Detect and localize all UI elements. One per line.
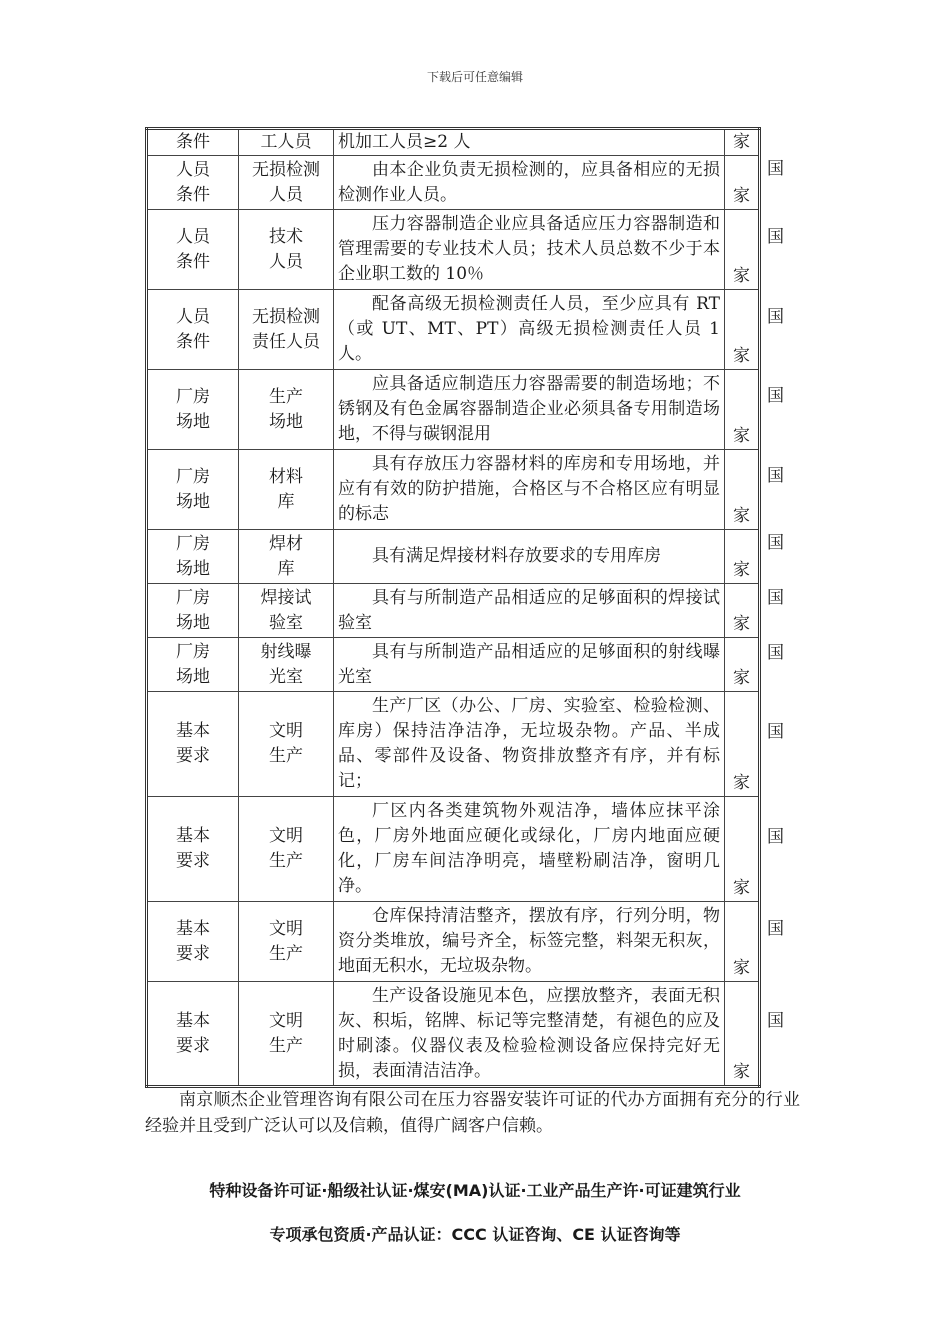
item-cell: 无损检测责任人员 (239, 290, 334, 370)
requirements-table (145, 127, 761, 1088)
category-cell: 条件 (147, 129, 239, 156)
level-cell: 家 (725, 797, 760, 902)
item-cell: 焊接试验室 (239, 584, 334, 638)
table-row (147, 129, 760, 156)
level-cell: 家 (725, 902, 760, 982)
item-cell: 焊材库 (239, 530, 334, 584)
table-row (147, 692, 760, 797)
table-row (147, 797, 760, 902)
level-cell: 家 (725, 982, 760, 1087)
header-note: 下载后可任意编辑 (426, 70, 523, 84)
level-cell: 家 (725, 638, 760, 692)
level-overflow-char: 国 (767, 919, 784, 939)
level-overflow-char: 国 (767, 1011, 784, 1031)
category-cell: 基本要求 (147, 902, 239, 982)
description-cell: 生产设备设施见本色，应摆放整齐，表面无积灰、积垢，铭牌、标记等完整清楚，有褪色的应及时刷漆。仪器仪表及检验检测设备应保持完好无损，表面清洁洁净。 (334, 982, 725, 1087)
level-cell: 家 (725, 530, 760, 584)
description-cell: 应具备适应制造压力容器需要的制造场地；不锈钢及有色金属容器制造企业必须具备专用制造场地，不得与碳钢混用 (334, 370, 725, 450)
level-cell: 家 (725, 156, 760, 210)
description-cell: 具有与所制造产品相适应的足够面积的射线曝光室 (334, 638, 725, 692)
closing-paragraph: 南京顺杰企业管理咨询有限公司在压力容器安装许可证的代办方面拥有充分的行业经验并且受到广泛认可以及信赖，值得广阔客户信赖。 (145, 1090, 800, 1136)
category-cell: 基本要求 (147, 982, 239, 1087)
level-overflow-char: 国 (767, 827, 784, 847)
table-row (147, 210, 760, 290)
footer-line-2: 专项承包资质·产品认证：CCC 认证咨询、CE 认证咨询等 (269, 1225, 681, 1244)
category-cell: 基本要求 (147, 692, 239, 797)
item-cell: 无损检测人员 (239, 156, 334, 210)
item-cell: 生产场地 (239, 370, 334, 450)
description-cell: 具有满足焊接材料存放要求的专用库房 (334, 530, 725, 584)
category-cell: 人员条件 (147, 156, 239, 210)
description-cell: 生产厂区（办公、厂房、实验室、检验检测、库房）保持洁净洁净，无垃圾杂物。产品、半成品、零部件及设备、物资排放整齐有序，并有标记； (334, 692, 725, 797)
level-overflow-char: 国 (767, 533, 784, 553)
table-row (147, 638, 760, 692)
level-overflow-char: 国 (767, 643, 784, 663)
description-cell: 配备高级无损检测责任人员，至少应具有 RT（或 UT、MT、PT）高级无损检测责任人员 1 人。 (334, 290, 725, 370)
table-row (147, 584, 760, 638)
table-row (147, 982, 760, 1087)
level-cell: 家 (725, 129, 760, 156)
level-overflow-char: 国 (767, 588, 784, 608)
level-overflow-char: 国 (767, 227, 784, 247)
level-overflow-char: 国 (767, 159, 784, 179)
table-row (147, 902, 760, 982)
description-cell: 机加工人员≥2 人 (334, 129, 725, 156)
category-cell: 人员条件 (147, 210, 239, 290)
category-cell: 厂房场地 (147, 370, 239, 450)
item-cell: 文明生产 (239, 982, 334, 1087)
description-cell: 由本企业负责无损检测的，应具备相应的无损检测作业人员。 (334, 156, 725, 210)
item-cell: 文明生产 (239, 692, 334, 797)
level-overflow-char: 国 (767, 307, 784, 327)
description-cell: 仓库保持清洁整齐，摆放有序，行列分明，物资分类堆放，编号齐全，标签完整，料架无积灰，地面无积水，无垃圾杂物。 (334, 902, 725, 982)
description-cell: 压力容器制造企业应具备适应压力容器制造和管理需要的专业技术人员；技术人员总数不少于本企业职工数的 10％ (334, 210, 725, 290)
item-cell: 文明生产 (239, 902, 334, 982)
item-cell: 文明生产 (239, 797, 334, 902)
table-row (147, 290, 760, 370)
level-cell: 家 (725, 370, 760, 450)
category-cell: 厂房场地 (147, 638, 239, 692)
level-cell: 家 (725, 210, 760, 290)
level-cell: 家 (725, 290, 760, 370)
description-cell: 厂区内各类建筑物外观洁净，墙体应抹平涂色，厂房外地面应硬化或绿化，厂房内地面应硬化，厂房车间洁净明亮，墙壁粉刷洁净，窗明几净。 (334, 797, 725, 902)
table-row (147, 156, 760, 210)
category-cell: 厂房场地 (147, 450, 239, 530)
description-cell: 具有存放压力容器材料的库房和专用场地，并应有有效的防护措施，合格区与不合格区应有明显的标志 (334, 450, 725, 530)
category-cell: 厂房场地 (147, 530, 239, 584)
level-overflow-char: 国 (767, 722, 784, 742)
category-cell: 厂房场地 (147, 584, 239, 638)
category-cell: 基本要求 (147, 797, 239, 902)
item-cell: 技术人员 (239, 210, 334, 290)
level-overflow-char: 国 (767, 386, 784, 406)
footer-line-1: 特种设备许可证·船级社认证·煤安(MA)认证·工业产品生产许·可证建筑行业 (209, 1181, 741, 1200)
level-cell: 家 (725, 692, 760, 797)
category-cell: 人员条件 (147, 290, 239, 370)
level-cell: 家 (725, 584, 760, 638)
item-cell: 材料库 (239, 450, 334, 530)
table-row (147, 370, 760, 450)
table-row (147, 530, 760, 584)
level-overflow-char: 国 (767, 466, 784, 486)
item-cell: 射线曝光室 (239, 638, 334, 692)
description-cell: 具有与所制造产品相适应的足够面积的焊接试验室 (334, 584, 725, 638)
level-cell: 家 (725, 450, 760, 530)
item-cell: 工人员 (239, 129, 334, 156)
table-row (147, 450, 760, 530)
